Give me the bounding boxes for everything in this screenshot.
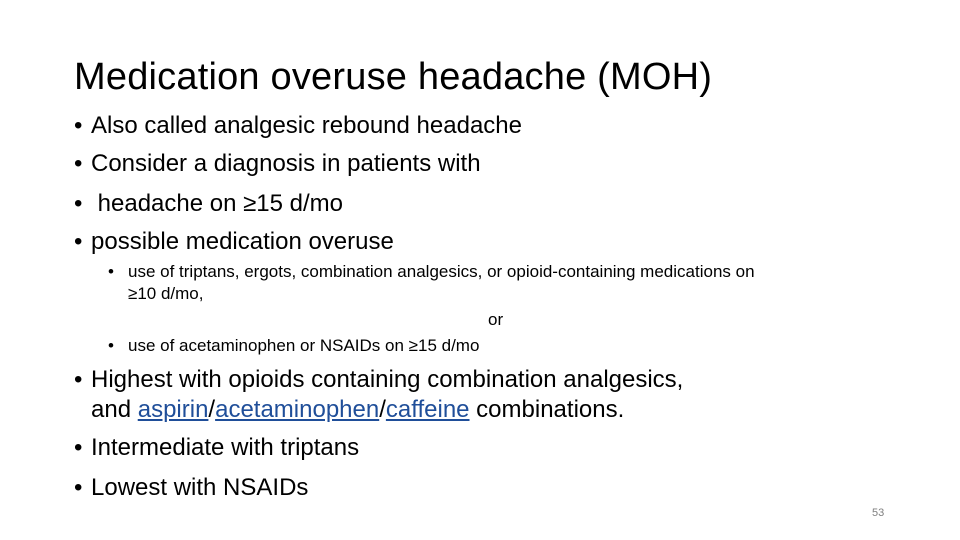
bullet-glyph: •	[74, 228, 83, 255]
bullet-glyph: •	[74, 474, 83, 501]
sub-bullet-triptans: • use of triptans, ergots, combination analgesics, or opioid-containing medications on	[108, 262, 755, 281]
bullet-glyph: •	[108, 262, 114, 281]
bullet-medication-overuse: • possible medication overuse	[74, 228, 394, 255]
link-aspirin[interactable]: aspirin	[137, 396, 209, 423]
bullet-glyph: •	[74, 434, 83, 461]
bullet-glyph: •	[108, 336, 114, 355]
bullet-highest-risk-cont: and aspirin/acetaminophen/caffeine combinations.	[91, 396, 625, 423]
bullet-glyph: •	[74, 112, 83, 139]
bullet-highest-risk: • Highest with opioids containing combination analgesics,	[74, 366, 684, 393]
sub-bullet-triptans-cont: ≥10 d/mo,	[128, 284, 204, 303]
bullet-analgesic-rebound: • Also called analgesic rebound headache	[74, 112, 522, 139]
page-number: 53	[872, 507, 885, 519]
bullet-glyph: •	[74, 366, 83, 393]
or-text: or	[488, 310, 504, 329]
link-caffeine[interactable]: caffeine	[385, 396, 470, 423]
slide-title: Medication overuse headache (MOH)	[74, 56, 713, 98]
bullet-glyph: •	[74, 150, 83, 177]
bullet-consider-diagnosis: • Consider a diagnosis in patients with	[74, 150, 481, 177]
bullet-intermediate-risk: • Intermediate with triptans	[74, 434, 360, 461]
bullet-headache-frequency: • headache on ≥15 d/mo	[74, 190, 344, 217]
sub-bullet-acetaminophen: • use of acetaminophen or NSAIDs on ≥15 d/mo	[108, 336, 480, 355]
link-acetaminophen[interactable]: acetaminophen	[215, 396, 380, 423]
bullet-glyph: •	[74, 190, 83, 217]
bullet-lowest-risk: • Lowest with NSAIDs	[74, 474, 309, 501]
